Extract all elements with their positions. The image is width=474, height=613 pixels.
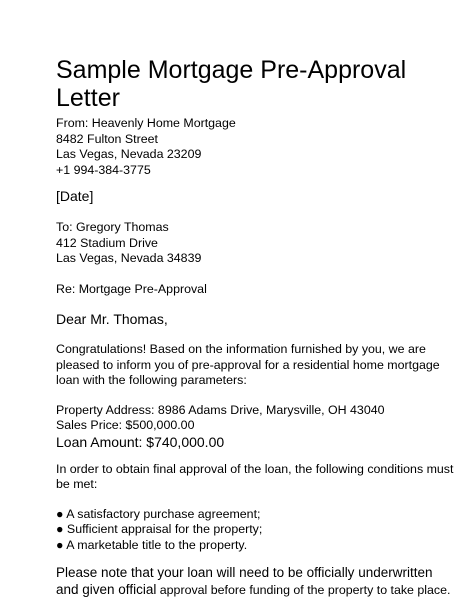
conditions-list xyxy=(56,507,436,554)
sales-price: Sales Price: $500,000.00 xyxy=(56,418,195,432)
title-line-2: Letter xyxy=(56,84,120,112)
subject-line: Re: Mortgage Pre-Approval xyxy=(56,281,207,296)
letter-page xyxy=(56,56,454,599)
list-item: ● Sufficient appraisal for the property; xyxy=(56,522,263,536)
sender-phone: +1 994-384-3775 xyxy=(56,162,151,177)
sender-name: From: Heavenly Home Mortgage xyxy=(56,116,236,130)
conditions-paragraph xyxy=(56,461,454,493)
intro-paragraph xyxy=(56,342,440,389)
letter-title xyxy=(56,56,436,112)
intro-line-2: pleased to inform you of pre-approval for a residential home mortgage xyxy=(56,357,440,372)
intro-line-3: loan with the following parameters: xyxy=(56,373,247,387)
loan-amount: Loan Amount: $740,000.00 xyxy=(56,433,225,450)
recipient-name: To: Gregory Thomas xyxy=(56,220,169,234)
list-item: ● A marketable title to the property. xyxy=(56,537,248,552)
sender-block xyxy=(56,116,436,178)
title-line-1: Sample Mortgage Pre-Approval xyxy=(56,56,407,84)
loan-parameters xyxy=(56,403,436,450)
list-item: ● A satisfactory purchase agreement; xyxy=(56,506,261,521)
closing-line-2 xyxy=(56,581,451,599)
recipient-street: 412 Stadium Drive xyxy=(56,235,158,250)
conditions-line-2: be met: xyxy=(56,477,98,491)
sender-street: 8482 Fulton Street xyxy=(56,131,158,146)
salutation: Dear Mr. Thomas, xyxy=(56,311,168,327)
conditions-line-1: In order to obtain final approval of the loan, the following conditions must xyxy=(56,461,454,476)
letter-date: [Date] xyxy=(56,188,94,204)
closing-paragraph xyxy=(56,564,451,599)
intro-line-1: Congratulations! Based on the information furnished by you, we are xyxy=(56,342,426,356)
recipient-block xyxy=(56,220,436,267)
sender-city: Las Vegas, Nevada 23209 xyxy=(56,147,202,161)
closing-line-1: Please note that your loan will need to be officially underwritten xyxy=(56,565,433,580)
closing-line-2-b: approval before funding of the property to take place. xyxy=(156,583,451,597)
closing-line-2-a: and given official xyxy=(56,582,157,597)
property-address: Property Address: 8986 Adams Drive, Marysville, OH 43040 xyxy=(56,402,385,417)
recipient-city: Las Vegas, Nevada 34839 xyxy=(56,251,202,265)
